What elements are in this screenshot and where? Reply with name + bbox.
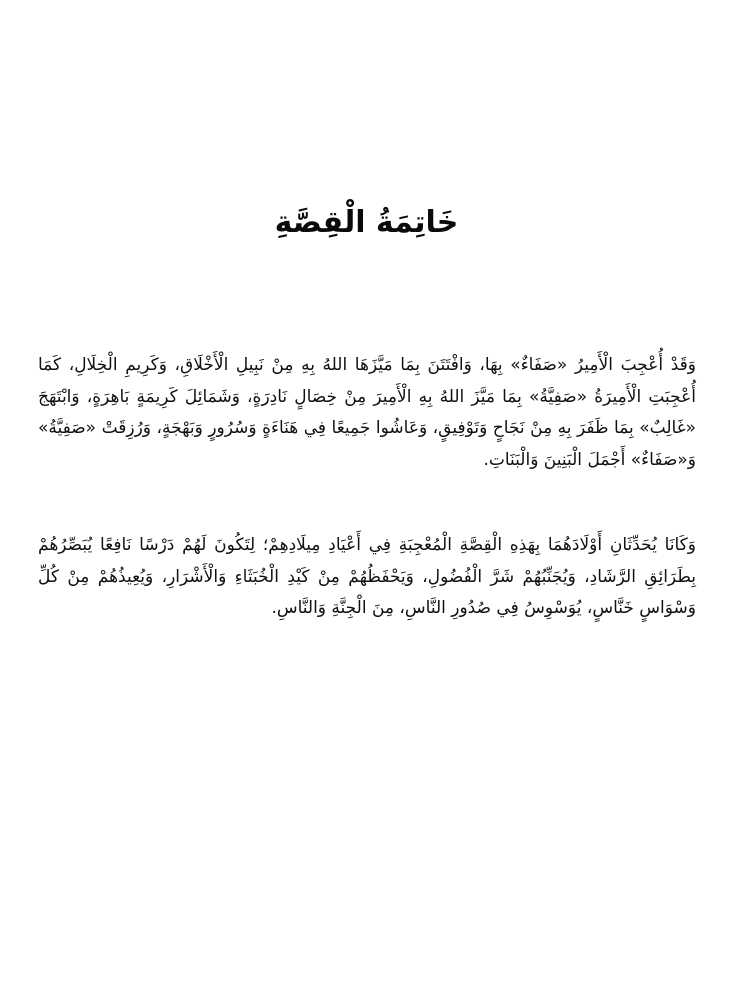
paragraph-2: وَكَانَا يُحَدِّثَانِ أَوْلَادَهُمَا بِهَذِهِ الْقِصَّةِ الْمُعْجِبَةِ فِي أَعْيَادِ مِيلَادِهِمْ؛ لِتَكُونَ لَهُمْ دَرْسًا نَافِعًا يُبَصِّرُهُمْ بِطَرَائِقِ الرَّشَادِ، وَيُجَنِّبُهُمْ شَرَّ الْفُضُولِ، وَيَحْفَظُهُمْ مِنْ كَيْدِ الْخُبَثَاءِ وَالْأَشْرَارِ، وَيُعِيذُهُمْ مِنْ كُلِّ وَسْوَاسٍ خَنَّاسٍ، يُوَسْوِسُ فِي صُدُورِ النَّاسِ، مِنَ الْجِنَّةِ وَالنَّاسِ. <box>38 535 696 618</box>
chapter-title: خَاتِمَةُ الْقِصَّةِ <box>274 205 459 240</box>
paragraph-1: وَقَدْ أُعْجِبَ الْأَمِيرُ «صَفَاءٌ» بِهَا، وَافْتَتَنَ بِمَا مَيَّزَهَا اللهُ بِهِ مِنْ نَبِيلِ الْأَخْلَاقِ، وَكَرِيمِ الْخِلَالِ، كَمَا أُعْجِبَتِ الْأَمِيرَةُ «صَفِيَّةُ» بِمَا مَيَّزَ اللهُ بِهِ الْأَمِيرَ مِنْ خِصَالٍ نَادِرَةٍ، وَشَمَائِلَ كَرِيمَةٍ بَاهِرَةٍ، وَابْتَهَجَ «غَالِبٌ» بِمَا ظَفَرَ بِهِ مِنْ نَجَاحٍ وَتَوْفِيقٍ، وَعَاشُوا جَمِيعًا فِي هَنَاءَةٍ وَسُرُورٍ وَبَهْجَةٍ، وَرُزِقَتْ «صَفِيَّةُ» وَ«صَفَاءٌ» أَجْمَلَ الْبَنِينَ وَالْبَنَاتِ. <box>38 355 696 470</box>
